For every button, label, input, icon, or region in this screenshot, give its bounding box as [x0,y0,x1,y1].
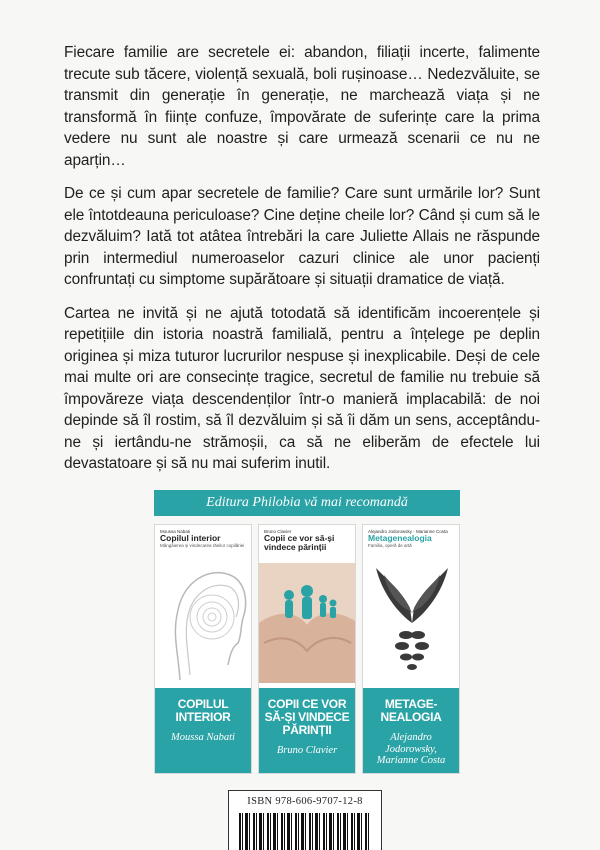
book-cover-top [259,525,355,690]
book-cover-top [363,525,459,690]
recommendation-header: Editura Philobia vă mai recomandă [154,490,460,516]
book-subtitle-small: Familia, operă de artă [368,543,412,548]
paragraph-3: Cartea ne invită și ne ajută totodată să identificăm incoerențele și repetițiile din istoria noastră familială, pentru a înțelege pe deplin originea și miza tuturor lucrurilor nespuse și inexplicabile. Deși de cele mai multe ori are consecințe tragice, secretul de familie nu trebuie să împovăreze viața descendenților într-o manieră implacabilă: de noi depinde să îl rostim, să îl dezvăluim și să îi dăm un sens, acceptându-ne și iertându-ne strămoșii, ca să ne eliberăm de efectele lui devastatoare și să nu mai suferim inutil. [64,304,540,472]
book-cover-copii-ce-vor [258,524,356,774]
book-cover-label [259,688,355,773]
book-cover-top [155,525,251,690]
book-subtitle-small: Mângâierea și vindecarea rănilor copilăriei [160,543,245,548]
book-title: COPILUL INTERIOR [175,697,231,724]
book-title-small: Metagenealogia [368,533,432,543]
book-cover-copilul-interior [154,524,252,774]
recommendation-panel [154,490,460,774]
barcode [239,813,371,850]
book-title-small: Copii ce vor să-și vindece părinții [264,533,335,552]
book-author: Alejandro Jodorowsky, Marianne Costa [376,732,446,766]
book-author-small: Bruno Clavier [264,529,292,534]
book-author: Bruno Clavier [276,745,338,756]
book-list [154,524,460,774]
book-title: METAGE-NEALOGIA [380,697,442,724]
book-title: COPII CE VOR SĂ-ȘI VINDECE PĂRINȚII [264,697,350,737]
book-cover-label [155,688,251,773]
spiral-head-illustration [160,555,248,685]
book-author-small: Moussa Nabati [160,529,191,534]
book-cover-label [363,688,459,773]
isbn-barcode-box [228,790,382,850]
paragraph-2: De ce și cum apar secretele de familie? Care sunt urmările lor? Sunt ele întotdeauna periculoase? Cine deține cheile lor? Când și cum să le dezvăluim? Iată tot atâtea întrebări la care Juliette Allais ne răspunde prin intermediul numeroaselor cazuri clinice ale unor pacienți confruntați cu simptome supărătoare și situații dramatice de viață. [64,185,540,288]
back-cover-text [64,42,540,487]
isbn-number: ISBN 978-606-9707-12-8 [247,796,363,807]
book-cover-metagenealogia [362,524,460,774]
book-author: Moussa Nabati [171,732,235,743]
book-title-small: Copilul interior [160,533,221,543]
paragraph-1: Fiecare familie are secretele ei: abandon, filiații incerte, falimente trecute sub tăcere, violență sexuală, boli rușinoase… Nedezvăluite, se transmit din generație în generație, ne marchează viața și ne transformă în ființe confuze, împovărate de suferințe care la prima vedere nu sunt ale noastre și care urmează scenarii ce nu ne aparțin… [64,44,540,169]
hands-family-illustration [259,563,355,683]
tree-wings-illustration [368,553,456,683]
book-author-small: Alejandro Jodorowsky · Marianne Costa [368,529,448,534]
